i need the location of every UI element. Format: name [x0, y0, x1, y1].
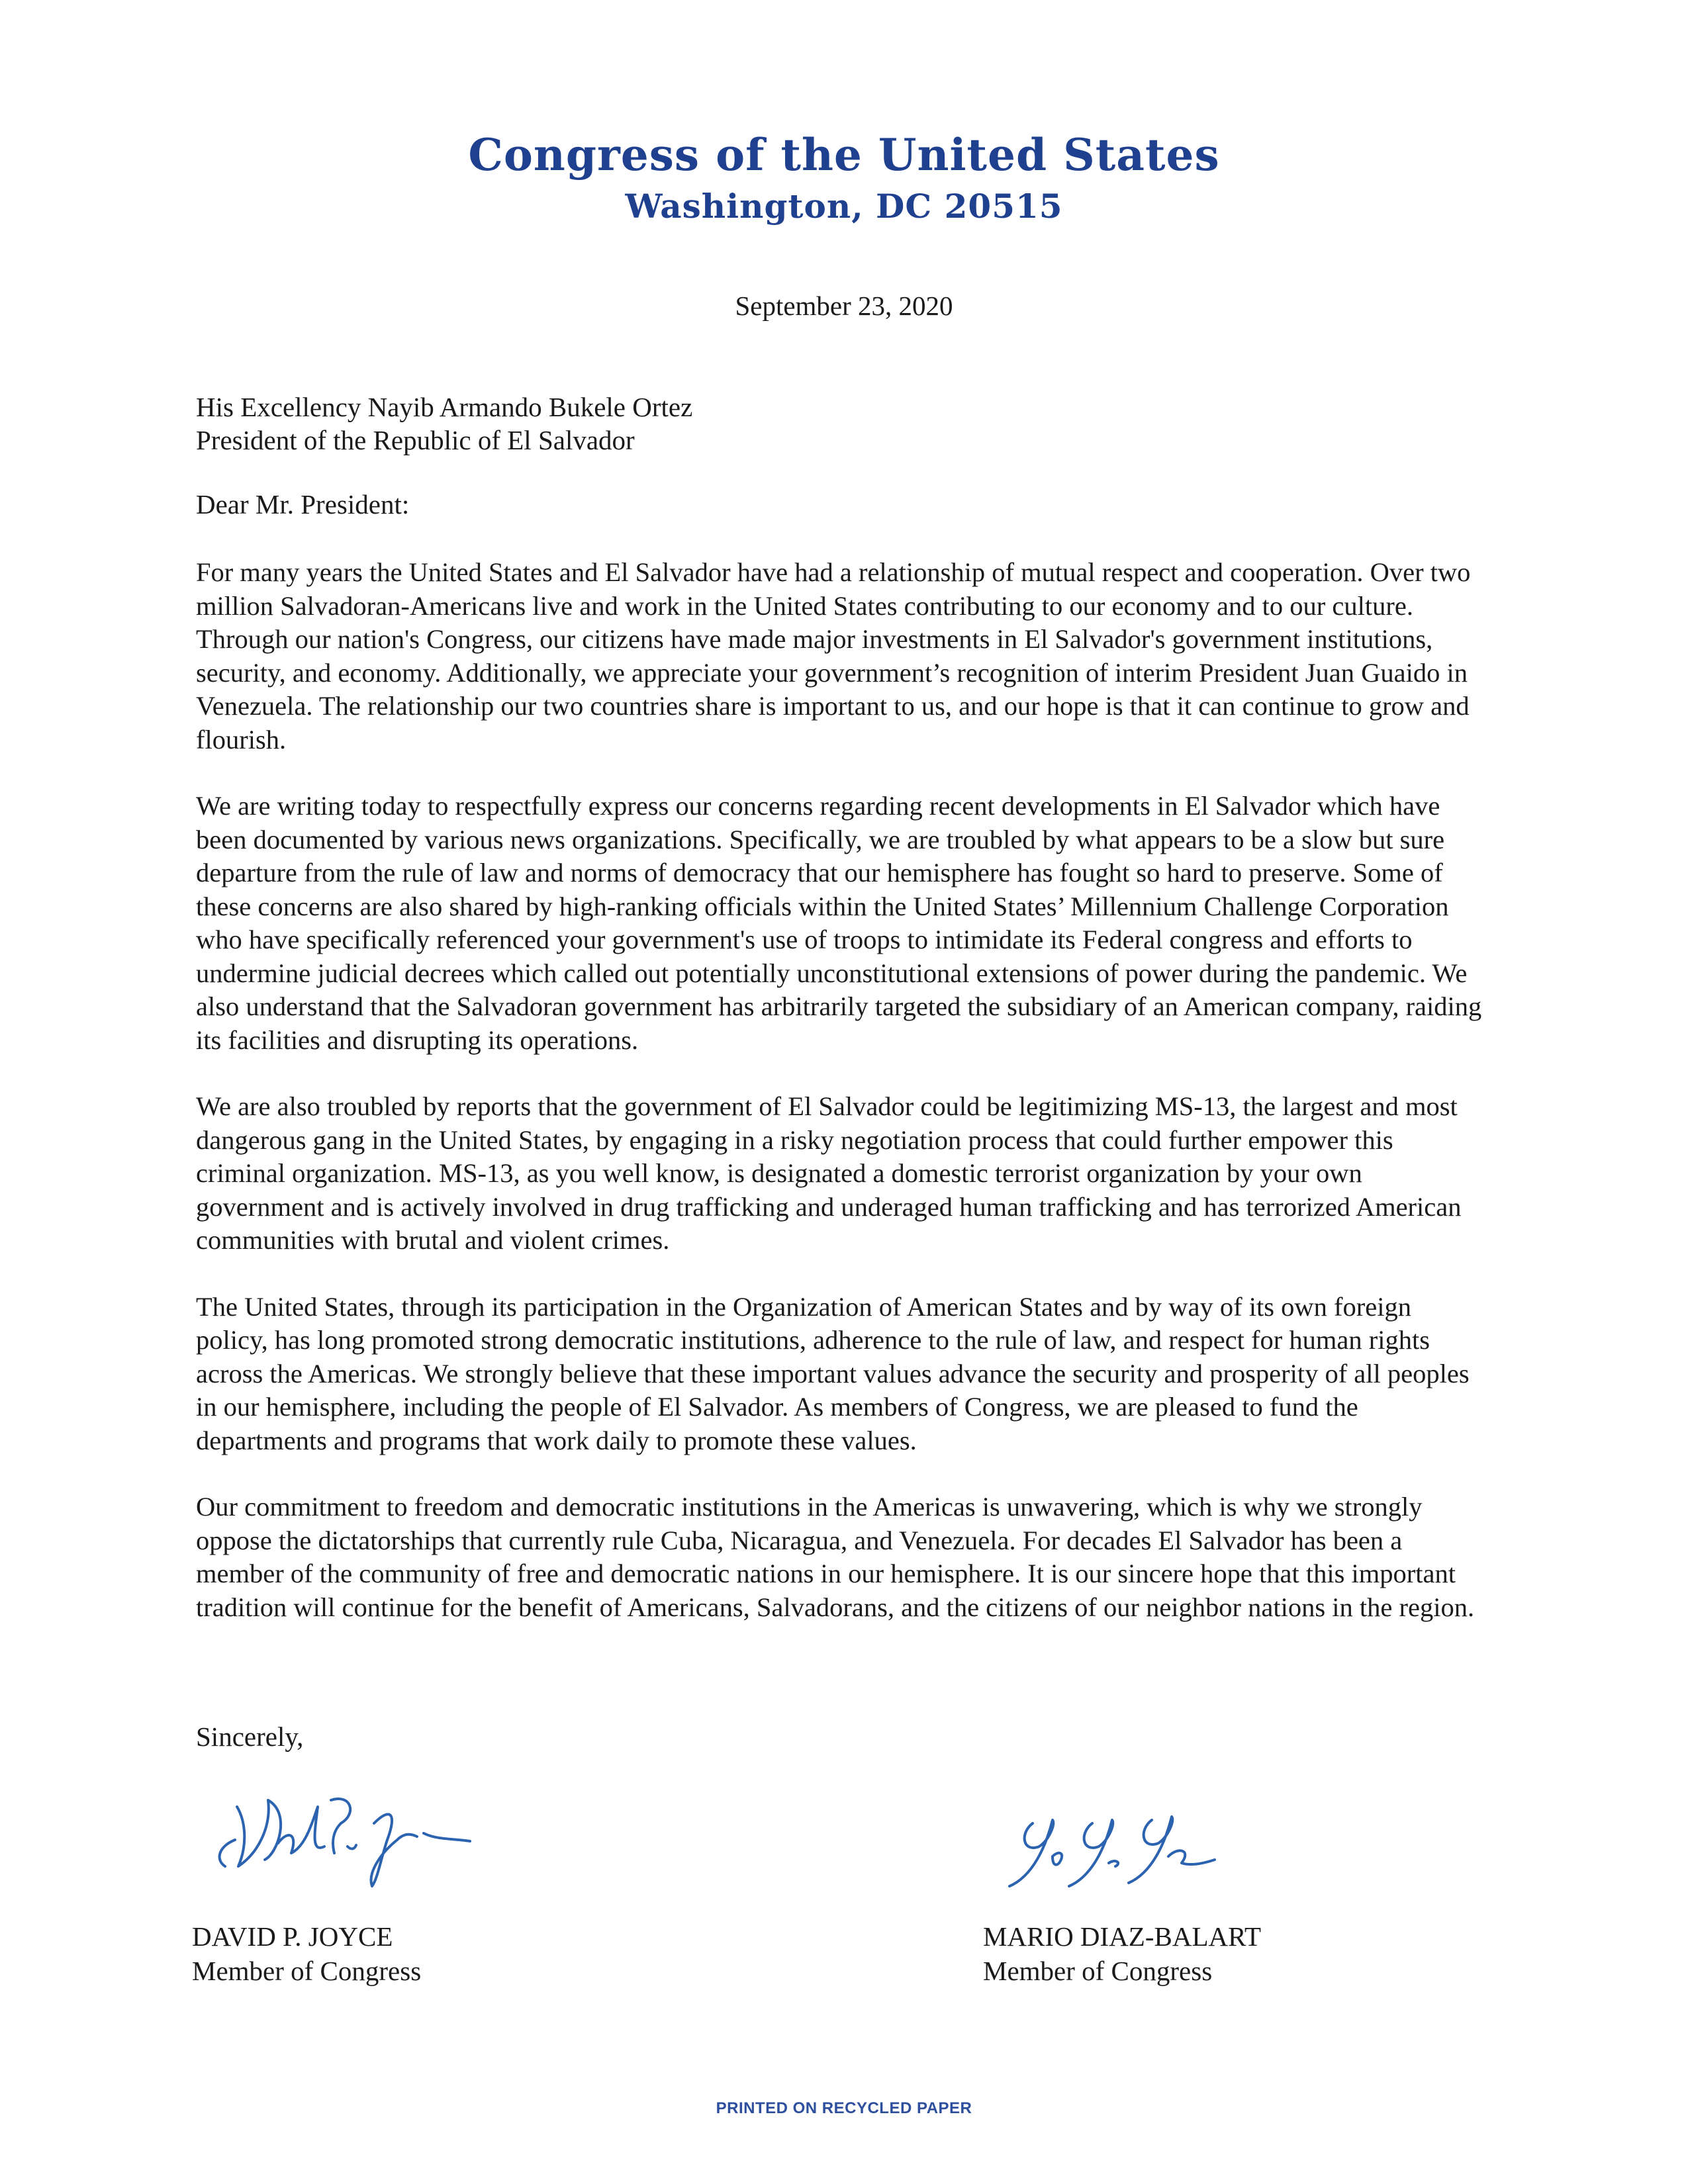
letter-date: September 23, 2020 [735, 291, 953, 321]
recipient-block [196, 390, 692, 457]
signer-name: DAVID P. JOYCE [192, 1921, 393, 1952]
closing: Sincerely, [196, 1721, 304, 1752]
signer-title: Member of Congress [192, 1956, 422, 1986]
body-paragraph: Our commitment to freedom and democratic institutions in the Americas is unwavering, which is why we strongly oppose the dictatorships that currently rule Cuba, Nicaragua, and Venezuela. For decades El Salvador has been a member of the community of free and democratic nations in our hemisphere. It is our sincere hope that this important tradition will continue for the benefit of Americans, Salvadorans, and the citizens of our neighbor nations in the region. [196, 1492, 1475, 1622]
recycled-paper-footer: PRINTED ON RECYCLED PAPER [716, 2099, 972, 2117]
body-paragraph: For many years the United States and El Salvador have had a relationship of mutual respect and cooperation. Over two million Salvadoran-Americans live and work in the United States contributing to our economy and to our culture. Through our nation's Congress, our citizens have made major investments in El Salvador's government institutions, security, and economy. Additionally, we appreciate your government’s recognition of interim President Juan Guaido in Venezuela. The relationship our two countries share is important to us, and our hope is that it can continue to grow and flourish. [196, 557, 1471, 754]
body-paragraph: The United States, through its participation in the Organization of American States and by way of its own foreign policy, has long promoted strong democratic institutions, adherence to the rule of law, and respect for human rights across the Americas. We strongly believe that these important values advance the security and prosperity of all peoples in our hemisphere, including the people of El Salvador. As members of Congress, we are pleased to fund the departments and programs that work daily to promote these values. [196, 1291, 1470, 1455]
signer-name: MARIO DIAZ-BALART [983, 1921, 1262, 1952]
signer-joyce [192, 1919, 421, 1988]
letterhead-address: Washington, DC 20515 [625, 187, 1063, 226]
recipient-name: His Excellency Nayib Armando Bukele Ortez [196, 392, 693, 422]
letter-body [196, 556, 1487, 1657]
diaz-balart-signature-icon [993, 1800, 1231, 1899]
signer-diaz-balart [983, 1919, 1261, 1988]
joyce-signature-icon [199, 1767, 477, 1893]
body-paragraph: We are writing today to respectfully express our concerns regarding recent developments in El Salvador which have been documented by various news organizations. Specifically, we are troubled by what appears to be a slow but sure departure from the rule of law and norms of democracy that our hemisphere has fought so hard to preserve. Some of these concerns are also shared by high-ranking officials within the United States’ Millennium Challenge Corporation who have specifically referenced your government's use of troops to intimidate its Federal congress and efforts to undermine judicial decrees which called out potentially unconstitutional extensions of power during the pandemic. We also understand that the Salvadoran government has arbitrarily targeted the subsidiary of an American company, raiding its facilities and disrupting its operations. [196, 791, 1482, 1055]
salutation: Dear Mr. President: [196, 489, 410, 520]
recipient-title: President of the Republic of El Salvador [196, 425, 635, 455]
body-paragraph: We are also troubled by reports that the government of El Salvador could be legitimizing MS-13, the largest and most dangerous gang in the United States, by engaging in a risky negotiation process that could further empower this criminal organization. MS-13, as you well know, is designated a domestic terrorist organization by your own government and is actively involved in drug trafficking and underaged human trafficking and has terrorized American communities with brutal and violent crimes. [196, 1091, 1462, 1255]
letterhead-title: Congress of the United States [468, 129, 1220, 181]
signer-title: Member of Congress [983, 1956, 1213, 1986]
